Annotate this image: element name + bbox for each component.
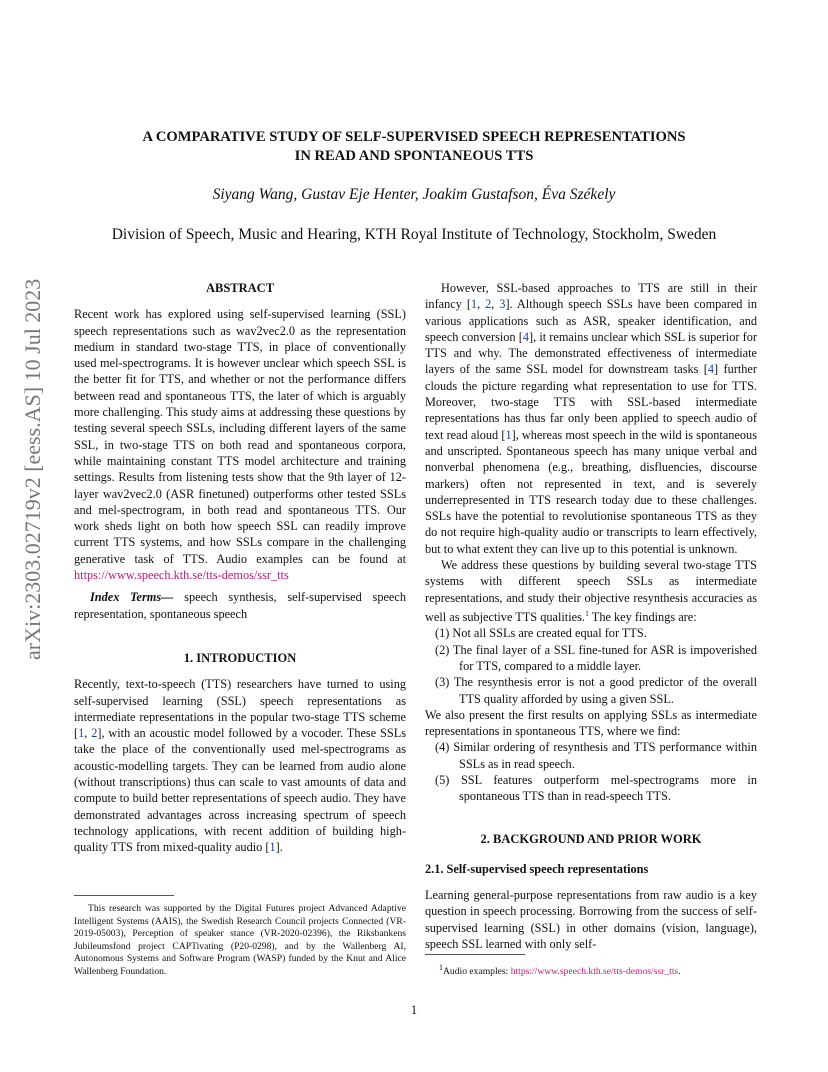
intro-paragraph	[74, 676, 406, 855]
left-column	[74, 280, 406, 856]
right-column	[425, 280, 757, 952]
footnote-rule	[74, 895, 174, 896]
citation-link[interactable]: 1	[269, 840, 276, 855]
finding-item: (2) The final layer of a SSL fine-tuned for ASR is impoverished for TTS, compared to a middle layer.	[435, 642, 757, 673]
intro-sep: ,	[84, 726, 92, 741]
citation-link[interactable]: 2	[485, 297, 492, 312]
abstract-body: Recent work has explored using self-supervised learning (SSL) speech representations such as wav2vec2.0 as the representation medium in standard two-stage TTS, in place of conventionally used mel-spectrograms. It is however unclear which speech SSL is the better fit for TTS, and whether or not the performance differs between read and spontaneous TTS, the later of which is arguably more challenging. This study aims at addressing these questions by testing several speech SSLs, including different layers of the same SSL, in two-stage TTS on both read and spontaneous corpora, while maintaining constant TTS model architecture and training settings. Results from listening tests show that the 9th layer of 12-layer wav2vec2.0 (ASR finetuned) outperforms other tested SSLs and mel-spectrogram, in both read and spontaneous TTS. Our work sheds light on both how speech SSL can readily improve current TTS systems, and how SSLs compare in the challenging generative task of TTS. Audio examples can be found at	[74, 307, 406, 566]
right-paragraph-3: We also present the first results on applying SSLs as intermediate representations in spontaneous TTS, where we find:	[425, 707, 757, 739]
footnote-marker[interactable]: 1	[584, 608, 589, 618]
text: ] further clouds the picture regarding what representation to use for TTS. Moreover, two-stage TTS with SSL-based intermediate representations has thus far only been applied to speech audio of text read aloud [	[425, 362, 757, 442]
page-number: 1	[410, 1003, 418, 1017]
intro-heading: 1. INTRODUCTION	[183, 650, 297, 665]
intro-text-a: Recently, text-to-speech (TTS) researchers have turned to using self-supervised learning (SSL) speech representations as intermediate representations in the popular two-stage TTS scheme [	[74, 677, 406, 741]
citation-link[interactable]: 4	[707, 362, 715, 377]
footnote-rule	[425, 954, 525, 955]
text: However, SSL-based approaches to TTS are still in their infancy [	[425, 281, 757, 312]
citation-link[interactable]: 1	[505, 427, 512, 442]
text: ], whereas most speech in the wild is spontaneous and unscripted. Spontaneous speech has many unique verbal and nonverbal phenomena (e.g., breathing, disfluencies, discourse markers) often not represented in text, and is severely underrepresented in TTS research today due to these challenges. SSLs have the potential to revolutionise spontaneous TTS as they do not require high-quality audio or transcripts to learn effectively, but to what extent they can live up to this potential is unknown.	[425, 427, 757, 556]
right-paragraph-2	[425, 557, 757, 625]
arxiv-identifier: arXiv:2303.02719v2 [eess.AS] 10 Jul 2023	[20, 278, 45, 660]
finding-item: (1) Not all SSLs are created equal for TTS.	[435, 626, 647, 641]
text: We address these questions by building several two-stage TTS systems with different speech SSLs as intermediate representations, and study their objective resynthesis accuracies as well as subjective TTS qualities.	[425, 558, 757, 625]
intro-text-c: ].	[275, 840, 283, 855]
finding-item: (5) SSL features outperform mel-spectrograms more in spontaneous TTS than in read-speech TTS.	[435, 773, 757, 804]
text: ], it remains unclear which SSL is superior for TTS and why. The demonstrated effectiveness of intermediate layers of the same SSL model for downstream tasks [	[425, 329, 757, 377]
index-terms	[74, 589, 406, 622]
footnote-number: 1	[439, 963, 443, 972]
right-paragraph-1: However, SSL-based approaches to TTS are still in their infancy [1, 2, 3]. Although speech SSLs have been compared in various applications such as ASR, speaker identification, and speech conversion [4], it remains unclear which SSL is superior for TTS and why. The demonstrated effectiveness of intermediate layers of the same SSL model for downstream tasks [4] further clouds the picture regarding what representation to use for TTS. Moreover, two-stage TTS with SSL-based intermediate representations has thus far only been applied to speech audio of text read aloud [1], whereas most speech in the wild is spontaneous and unscripted. Spontaneous speech has many unique verbal and nonverbal phenomena (e.g., breathing, disfluencies, discourse markers) often not represented in text, and is severely underrepresented in TTS research today due to these challenges. SSLs have the potential to revolutionise spontaneous TTS as they do not require high-quality audio or transcripts to learn effectively, but to what extent they can live up to this potential is unknown.	[425, 281, 757, 556]
text: The key findings are:	[588, 610, 697, 625]
background-heading: 2. BACKGROUND AND PRIOR WORK	[480, 831, 702, 846]
footnote-funding-text: This research was supported by the Digital Futures project Advanced Adaptive Intelligent Systems (AAIS), the Swedish Research Council projects Connected (VR-2019-05003), Perception of speaker stance (VR-2020-02396), the Riksbankens Jubileumsfond project CAPTivating (P20-0298), and by the Wallenberg AI, Autonomous Systems and Software Program (WASP) funded by the Knut and Alice Wallenberg Foundation.	[74, 903, 406, 977]
footnote-audio-text	[425, 962, 757, 979]
findings-list	[425, 625, 757, 706]
citation-link[interactable]: 2	[91, 726, 98, 741]
footnote-link[interactable]: https://www.speech.kth.se/tts-demos/ssr_tts	[510, 966, 679, 978]
title-line-2: IN READ AND SPONTANEOUS TTS	[294, 148, 534, 164]
citation-link[interactable]: 3	[499, 297, 506, 312]
footnote-funding	[74, 895, 406, 979]
affiliation: Division of Speech, Music and Hearing, KTH Royal Institute of Technology, Stockholm, Sweden	[111, 226, 717, 243]
citation-link[interactable]: 1	[470, 297, 478, 312]
title-line-1: A COMPARATIVE STUDY OF SELF-SUPERVISED SPEECH REPRESENTATIONS	[142, 129, 686, 145]
ssl-subheading: 2.1. Self-supervised speech representations	[425, 861, 649, 876]
citation-link[interactable]: 1	[78, 726, 85, 741]
findings-list-2	[425, 739, 757, 804]
paper-title	[60, 128, 768, 166]
abstract-heading: ABSTRACT	[205, 281, 275, 295]
index-terms-label: Index Terms—	[90, 590, 174, 605]
citation-link[interactable]: 4	[522, 329, 529, 344]
index-terms-text: speech synthesis, self-supervised speech representation, spontaneous speech	[74, 590, 406, 621]
finding-item: (3) The resynthesis error is not a good predictor of the overall TTS quality afforded by using a given SSL.	[435, 675, 757, 706]
finding-item: (4) Similar ordering of resynthesis and TTS performance within SSLs as in read speech.	[435, 740, 757, 771]
abstract-link[interactable]: https://www.speech.kth.se/tts-demos/ssr_tts	[74, 568, 289, 583]
right-paragraph-4: Learning general-purpose representations from raw audio is a key question in speech processing. Borrowing from the success of self-supervised learning (SSL) in other domains (vision, language), speech SSL learned with only self-	[425, 888, 757, 952]
text: ]. Although speech SSLs have been compared in various applications such as ASR, speaker identification, and speech conversion [	[425, 297, 757, 344]
footnote-audio	[425, 954, 757, 979]
intro-text-b: ], with an acoustic model followed by a vocoder. These SSLs take the place of the conventionally used mel-spectrograms as acoustic-modelling targets. They can be learned from audio alone (without transcriptions) thus can scale to vast amounts of data and compute to build better representations of speech audio. They have demonstrated advantages across increasing spectrum of speech technology applications, with recent addition of building high-quality TTS from mixed-quality audio [	[74, 726, 406, 855]
text: .	[678, 966, 681, 978]
authors: Siyang Wang, Gustav Eje Henter, Joakim Gustafson, Éva Székely	[212, 186, 616, 203]
abstract-text	[74, 306, 406, 583]
text: Audio examples:	[443, 966, 511, 978]
